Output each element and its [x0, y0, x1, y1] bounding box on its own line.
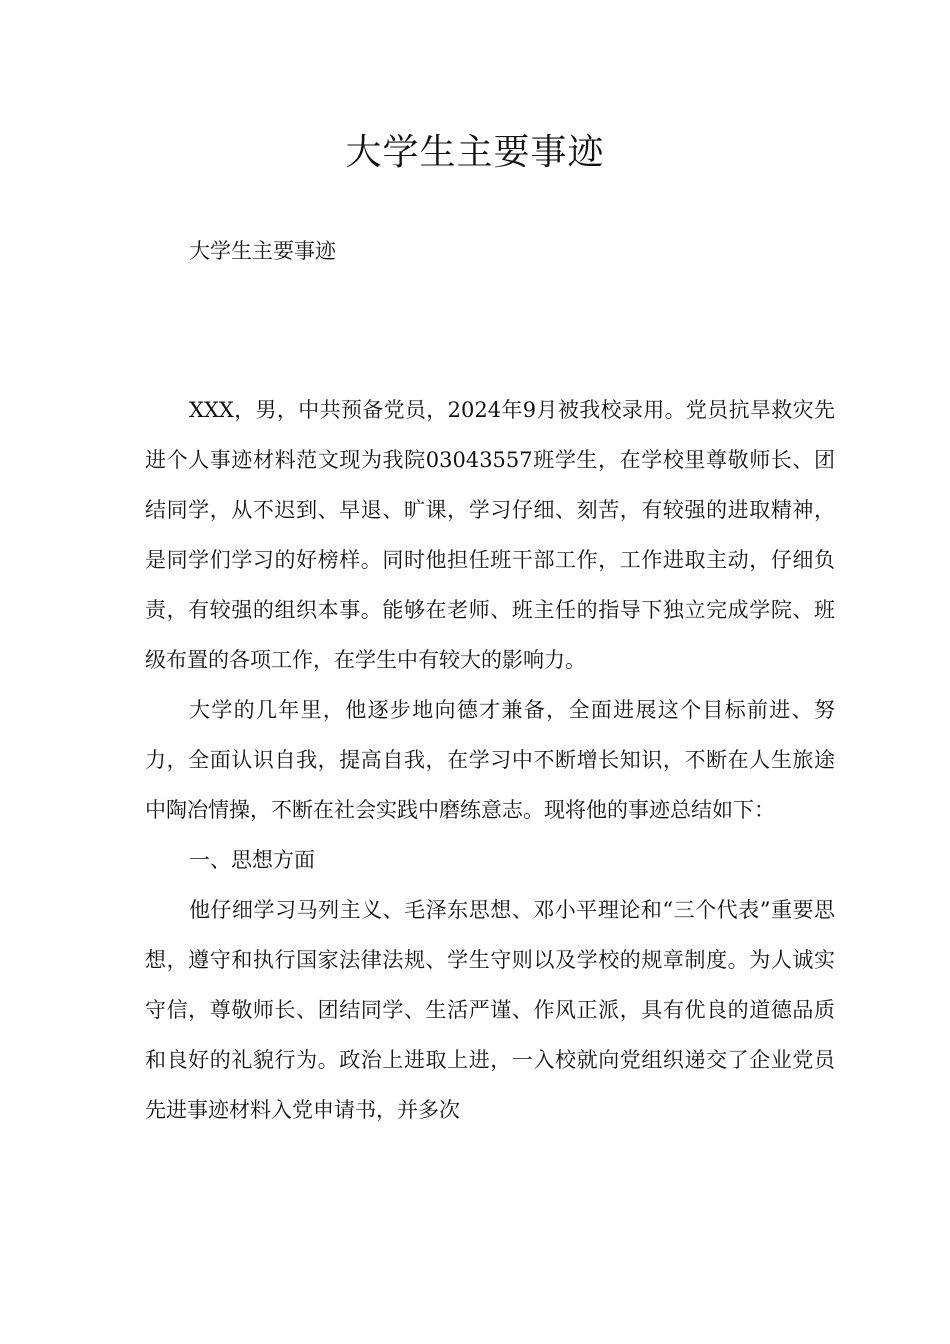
document-subtitle: 大学生主要事迹	[189, 239, 336, 263]
paragraph-thought: 他仔细学习马列主义、毛泽东思想、邓小平理论和“三个代表”重要思想，遵守和执行国家法律法规、学生守则以及学校的规章制度。为人诚实守信，尊敬师长、团结同学、生活严谨、作风正派，具有优良的道德品质和良好的礼貌行为。政治上进取上进，一入校就向党组织递交了企业党员先进事迹材料入党申请书，并多次	[145, 898, 835, 1122]
document-title: 大学生主要事迹	[345, 132, 605, 173]
document-body	[145, 385, 835, 1135]
paragraph-summary: 大学的几年里，他逐步地向德才兼备，全面进展这个目标前进、努力，全面认识自我，提高自我，在学习中不断增长知识，不断在人生旅途中陶冶情操，不断在社会实践中磨练意志。现将他的事迹总结如下：	[145, 698, 835, 822]
paragraph-intro: XXX，男，中共预备党员，2024年9月被我校录用。党员抗旱救灾先进个人事迹材料范文现为我院03043557班学生，在学校里尊敬师长、团结同学，从不迟到、早退、旷课，学习仔细、刻苦，有较强的进取精神，是同学们学习的好榜样。同时他担任班干部工作，工作进取主动，仔细负责，有较强的组织本事。能够在老师、班主任的指导下独立完成学院、班级布置的各项工作，在学生中有较大的影响力。	[145, 398, 835, 672]
section-heading-thought: 一、思想方面	[189, 848, 315, 872]
